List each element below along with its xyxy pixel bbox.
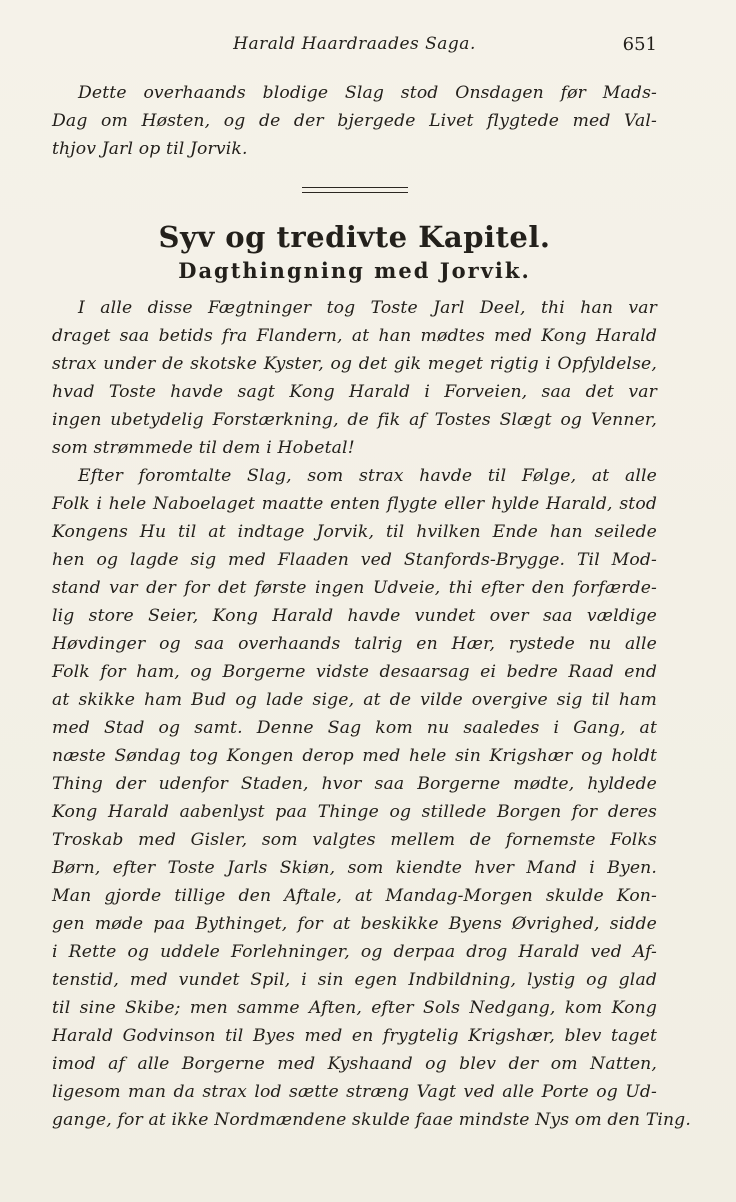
intro-line: Dag om Høsten, og de der bjergede Livet flygtede med Val- bbox=[52, 111, 657, 131]
paragraph-line: Folk for ham, og Borgerne vidste desaarsag ei bedre Raad end bbox=[52, 662, 657, 682]
paragraph-line: lig store Seier, Kong Harald havde vundet over saa vældige bbox=[52, 606, 657, 626]
paragraph-line: Kong Harald aabenlyst paa Thinge og stillede Borgen for deres bbox=[52, 802, 657, 822]
paragraph-line: næste Søndag tog Kongen derop med hele sin Krigshær og holdt bbox=[52, 746, 657, 766]
paragraph-line: strax under de skotske Kyster, og det gik meget rigtig i Opfyldelse, bbox=[52, 354, 657, 374]
paragraph-line: imod af alle Borgerne med Kyshaand og blev der om Natten, bbox=[52, 1054, 657, 1074]
running-title: Harald Haardraades Saga. bbox=[233, 34, 476, 54]
chapter-subtitle: Dagthingning med Jorvik. bbox=[178, 258, 531, 283]
paragraph-line: Thing der udenfor Staden, hvor saa Borgerne mødte, hyldede bbox=[52, 774, 657, 794]
paragraph-line: I alle disse Fægtninger tog Toste Jarl Deel, thi han var bbox=[78, 298, 657, 318]
paragraph-line: hvad Toste havde sagt Kong Harald i Forveien, saa det var bbox=[52, 382, 657, 402]
paragraph-line: ingen ubetydelig Forstærkning, de fik af Tostes Slægt og Venner, bbox=[52, 410, 657, 430]
paragraph-line: Harald Godvinson til Byes med en frygtelig Krigshær, blev taget bbox=[52, 1026, 657, 1046]
paragraph-line: hen og lagde sig med Flaaden ved Stanfords-Brygge. Til Mod- bbox=[52, 550, 657, 570]
paragraph-line: som strømmede til dem i Hobetal! bbox=[52, 438, 355, 458]
paragraph-line: med Stad og samt. Denne Sag kom nu saaledes i Gang, at bbox=[52, 718, 657, 738]
paragraph-line: tenstid, med vundet Spil, i sin egen Indbildning, lystig og glad bbox=[52, 970, 657, 990]
paragraph-line: Efter foromtalte Slag, som strax havde til Følge, at alle bbox=[78, 466, 657, 486]
paragraph-line: Høvdinger og saa overhaands talrig en Hær, rystede nu alle bbox=[52, 634, 657, 654]
section-divider-top bbox=[302, 187, 408, 188]
running-head bbox=[52, 34, 657, 58]
section-divider-bottom bbox=[302, 192, 408, 193]
paragraph-line: stand var der for det første ingen Udveie, thi efter den forfærde- bbox=[52, 578, 657, 598]
paragraph-line: Børn, efter Toste Jarls Skiøn, som kiendte hver Mand i Byen. bbox=[52, 858, 657, 878]
paragraph-line: ligesom man da strax lod sætte stræng Vagt ved alle Porte og Ud- bbox=[52, 1082, 657, 1102]
intro-line: Dette overhaands blodige Slag stod Onsdagen før Mads- bbox=[78, 83, 657, 103]
paragraph-line: Folk i hele Naboelaget maatte enten flygte eller hylde Harald, stod bbox=[52, 494, 657, 514]
paragraph-line: Kongens Hu til at indtage Jorvik, til hvilken Ende han seilede bbox=[52, 522, 657, 542]
paragraph-line: i Rette og uddele Forlehninger, og derpaa drog Harald ved Af- bbox=[52, 942, 657, 962]
paragraph-line: gen møde paa Bythinget, for at beskikke Byens Øvrighed, sidde bbox=[52, 914, 657, 934]
chapter-title: Syv og tredivte Kapitel. bbox=[158, 220, 551, 254]
paragraph-line: til sine Skibe; men samme Aften, efter Sols Nedgang, kom Kong bbox=[52, 998, 657, 1018]
paragraph-line: draget saa betids fra Flandern, at han mødtes med Kong Harald bbox=[52, 326, 657, 346]
intro-line: thjov Jarl op til Jorvik. bbox=[52, 139, 248, 159]
paragraph-line: Troskab med Gisler, som valgtes mellem de fornemste Folks bbox=[52, 830, 657, 850]
paragraph-line: at skikke ham Bud og lade sige, at de vilde overgive sig til ham bbox=[52, 690, 657, 710]
page-number: 651 bbox=[622, 34, 657, 55]
paragraph-line: Man gjorde tillige den Aftale, at Mandag-Morgen skulde Kon- bbox=[52, 886, 657, 906]
paragraph-line: gange, for at ikke Nordmændene skulde faae mindste Nys om den Ting. bbox=[52, 1110, 691, 1130]
